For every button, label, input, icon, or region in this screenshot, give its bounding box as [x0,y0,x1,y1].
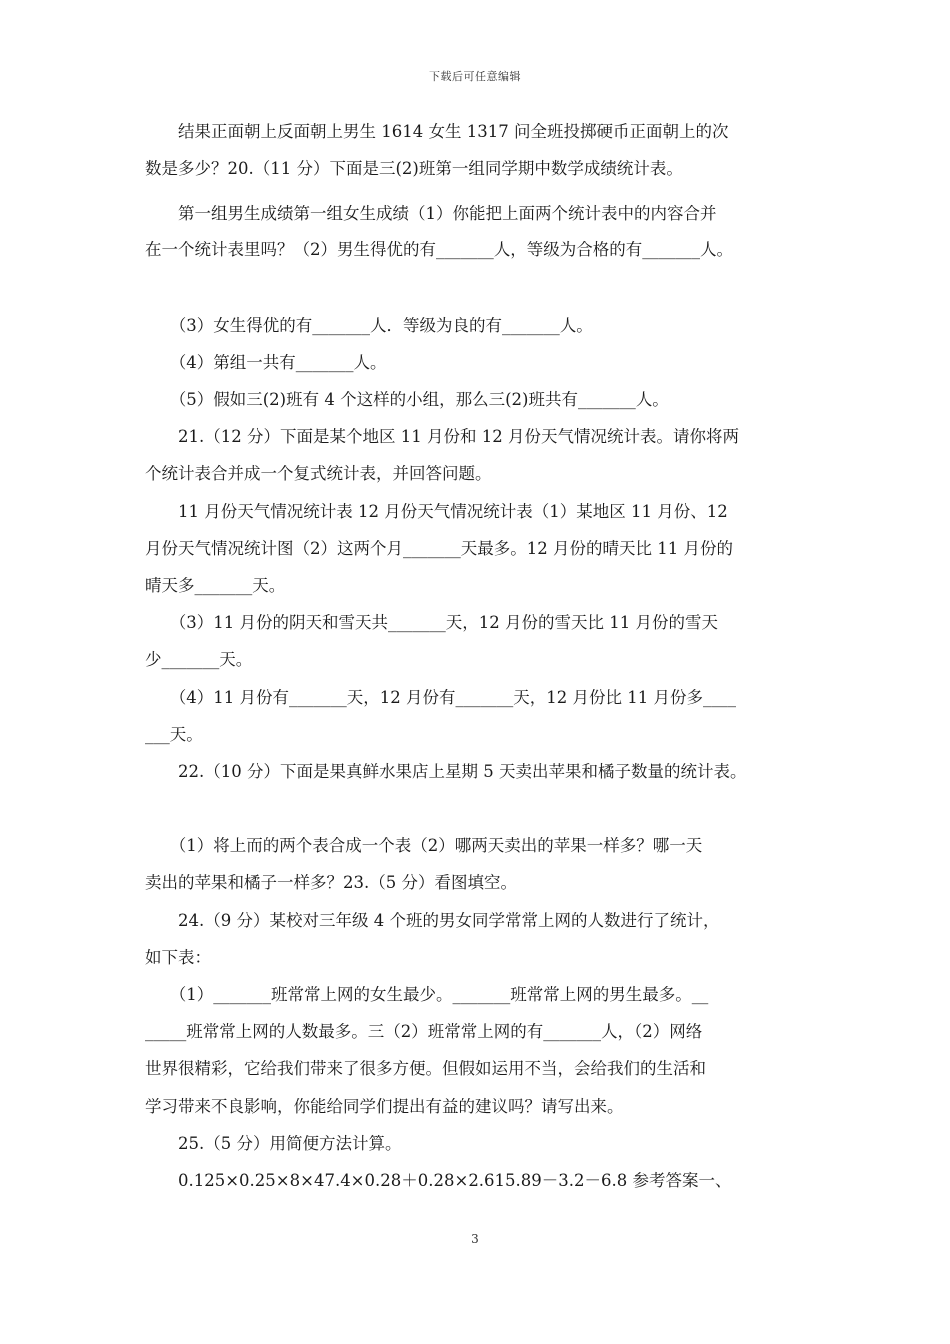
text-line: _____班常常上网的人数最多。三（2）班常常上网的有_______人，（2）网络 [145,1022,703,1041]
text-line: 个统计表合并成一个复式统计表，并回答问题。 [145,464,492,483]
text-line: 少_______天。 [145,650,253,669]
text-line: 22.（10 分）下面是果真鲜水果店上星期 5 天卖出苹果和橘子数量的统计表。 [145,762,747,781]
text-line: （4）11 月份有_______天，12 月份有_______天，12 月份比 11 月份多____ [145,688,736,707]
text-line: ___天。 [145,725,203,744]
text-line: （1）_______班常常上网的女生最少。_______班常常上网的男生最多。__ [145,985,709,1004]
text-line: 数是多少？20.（11 分）下面是三(2)班第一组同学期中数学成绩统计表。 [145,159,683,178]
text-line: （4）第组一共有_______人。 [145,353,387,372]
text-line: 晴天多_______天。 [145,576,286,595]
text-line: （3）11 月份的阴天和雪天共_______天，12 月份的雪天比 11 月份的雪天 [145,613,718,632]
page-header: 下载后可任意编辑 [429,70,521,83]
text-line: 第一组男生成绩第一组女生成绩（1）你能把上面两个统计表中的内容合并 [145,204,717,223]
text-line: 结果正面朝上反面朝上男生 1614 女生 1317 问全班投掷硬币正面朝上的次 [145,122,729,141]
text-line: 月份天气情况统计图（2）这两个月_______天最多。12 月份的晴天比 11 月份的 [145,539,733,558]
text-line: 卖出的苹果和橘子一样多？23.（5 分）看图填空。 [145,873,517,892]
text-line: （3）女生得优的有_______人．等级为良的有_______人。 [145,316,593,335]
text-line: 21.（12 分）下面是某个地区 11 月份和 12 月份天气情况统计表。请你将两 [145,427,739,446]
text-line: 世界很精彩，它给我们带来了很多方便。但假如运用不当，会给我们的生活和 [145,1059,706,1078]
text-line: 25.（5 分）用简便方法计算。 [145,1134,402,1153]
text-line: 学习带来不良影响，你能给同学们提出有益的建议吗？请写出来。 [145,1097,624,1116]
text-line: （5）假如三(2)班有 4 个这样的小组，那么三(2)班共有_______人。 [145,390,669,409]
text-line: 0.125×0.25×8×47.4×0.28＋0.28×2.615.89－3.2－6.8 参考答案一、 [145,1171,732,1190]
text-line: 在一个统计表里吗？（2）男生得优的有_______人，等级为合格的有_______人。 [145,240,733,259]
text-line: 如下表： [145,948,211,967]
text-line: 11 月份天气情况统计表 12 月份天气情况统计表（1）某地区 11 月份、12 [145,502,728,521]
text-line: （1）将上而的两个表合成一个表（2）哪两天卖出的苹果一样多？哪一天 [145,836,703,855]
page-number: 3 [471,1232,479,1246]
text-line: 24.（9 分）某校对三年级 4 个班的男女同学常常上网的人数进行了统计， [145,911,720,930]
